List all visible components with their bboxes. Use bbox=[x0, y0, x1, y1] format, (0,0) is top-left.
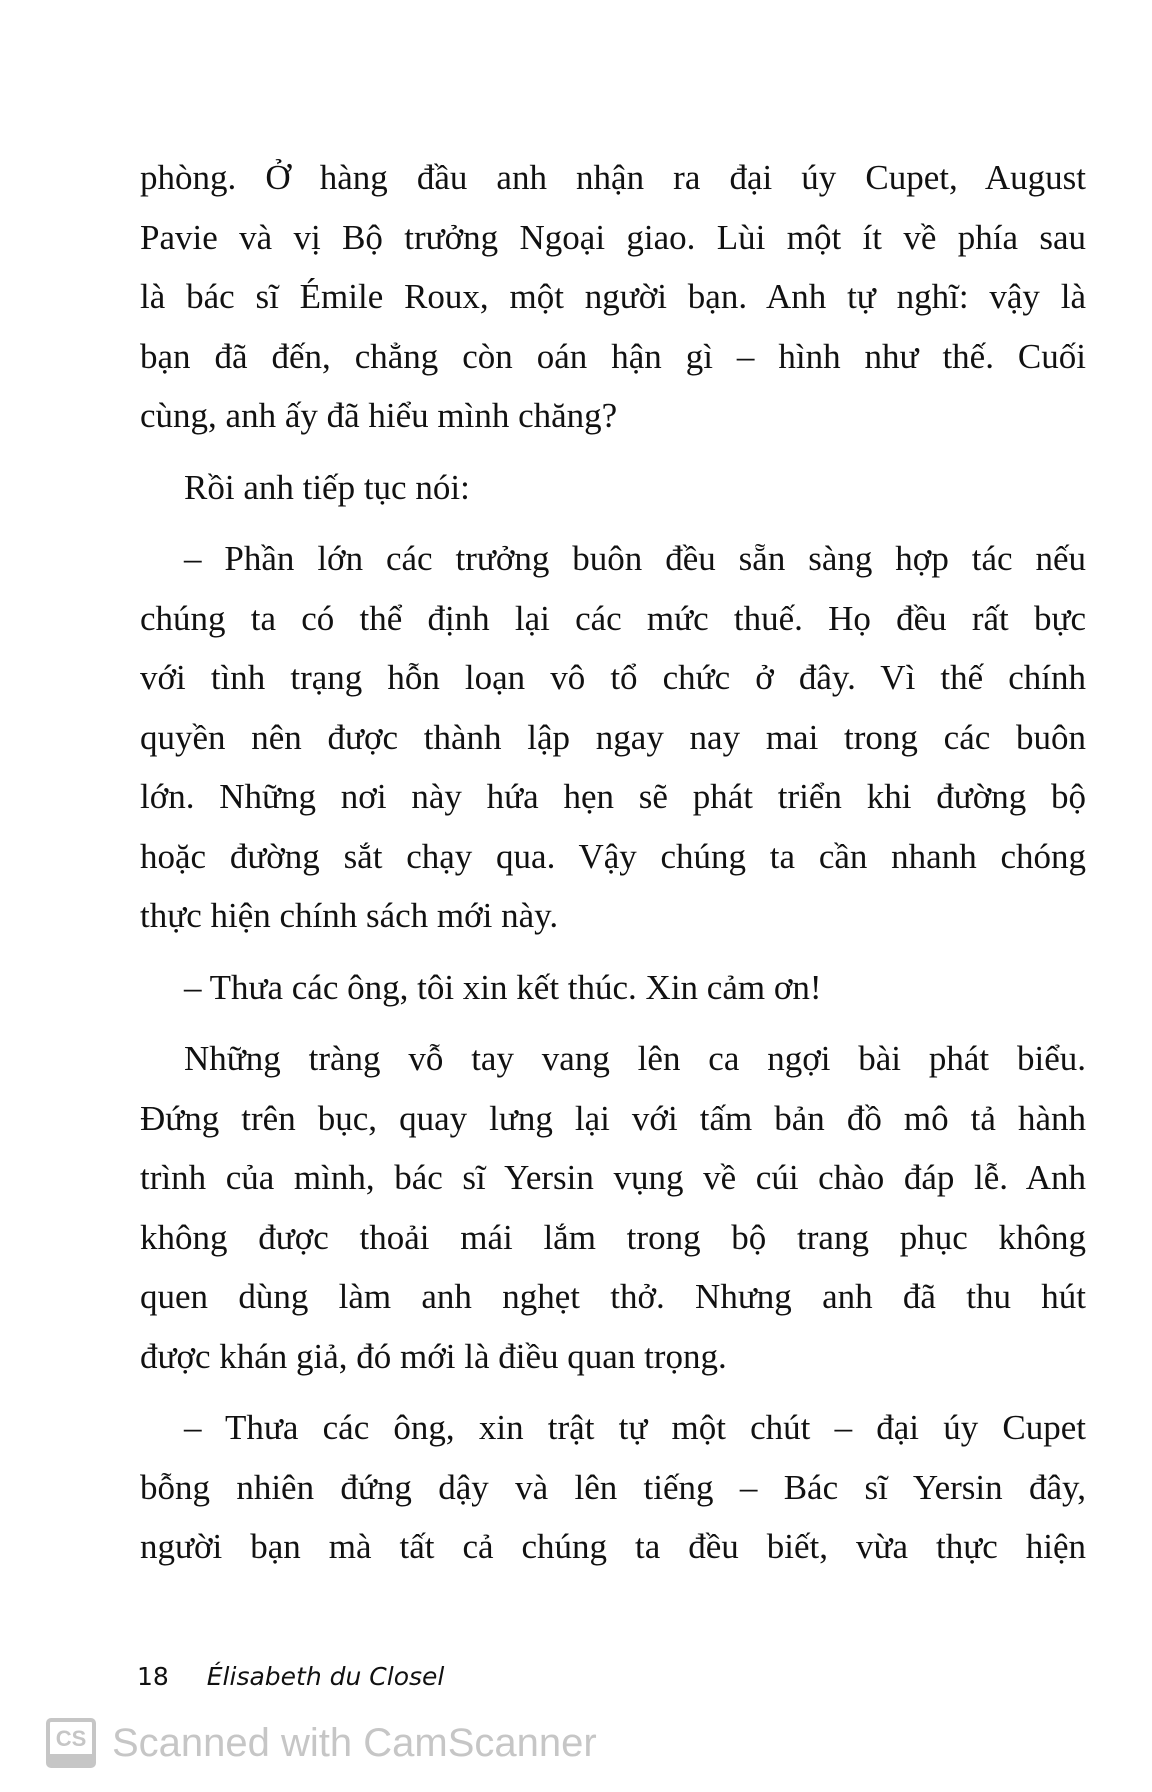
text-line: hoặc đường sắt chạy qua. Vậy chúng ta cần nhanh chóng bbox=[140, 836, 1086, 876]
text-line: quyền nên được thành lập ngay nay mai trong các buôn bbox=[140, 717, 1086, 757]
paragraph bbox=[140, 1029, 1086, 1386]
text-line: – Phần lớn các trưởng buôn đều sẵn sàng hợp tác nếu bbox=[184, 539, 1086, 578]
text-line: quen dùng làm anh nghẹt thở. Nhưng anh đã thu hút bbox=[140, 1277, 1086, 1316]
paragraph bbox=[140, 1398, 1086, 1577]
text-line: phòng. Ở hàng đầu anh nhận ra đại úy Cupet, August bbox=[140, 158, 1086, 197]
text-line: cùng, anh ấy đã hiểu mình chăng? bbox=[140, 396, 618, 435]
text-line: được khán giả, đó mới là điều quan trọng. bbox=[140, 1336, 727, 1376]
page-body bbox=[140, 148, 1086, 1589]
text-line: chúng ta có thể định lại các mức thuế. Họ đều rất bực bbox=[140, 598, 1086, 638]
text-line: trình của mình, bác sĩ Yersin vụng về cúi chào đáp lễ. Anh bbox=[140, 1158, 1086, 1197]
text-line: người bạn mà tất cả chúng ta đều biết, vừa thực hiện bbox=[140, 1527, 1086, 1566]
text-line: Rồi anh tiếp tục nói: bbox=[184, 467, 470, 507]
paragraph bbox=[140, 958, 1086, 1018]
text-line: Pavie và vị Bộ trưởng Ngoại giao. Lùi một ít về phía sau bbox=[140, 217, 1086, 257]
text-line: Những tràng vỗ tay vang lên ca ngợi bài phát biểu. bbox=[184, 1039, 1086, 1078]
text-line: Đứng trên bục, quay lưng lại với tấm bản đồ mô tả hành bbox=[140, 1098, 1086, 1138]
text-line: lớn. Những nơi này hứa hẹn sẽ phát triển khi đường bộ bbox=[140, 777, 1086, 816]
camscanner-watermark bbox=[46, 1718, 597, 1768]
text-line: với tình trạng hỗn loạn vô tổ chức ở đây. Vì thế chính bbox=[140, 658, 1086, 697]
paragraph bbox=[140, 458, 1086, 518]
paragraph bbox=[140, 148, 1086, 446]
text-line: không được thoải mái lắm trong bộ trang phục không bbox=[140, 1217, 1086, 1257]
text-line: thực hiện chính sách mới này. bbox=[140, 896, 559, 935]
page-footer bbox=[137, 1662, 444, 1691]
running-author: Élisabeth du Closel bbox=[206, 1662, 445, 1691]
text-line: bỗng nhiên đứng dậy và lên tiếng – Bác sĩ Yersin đây, bbox=[140, 1467, 1086, 1507]
watermark-text: Scanned with CamScanner bbox=[112, 1720, 597, 1765]
page-number: 18 bbox=[137, 1662, 169, 1691]
text-line: là bác sĩ Émile Roux, một người bạn. Anh tự nghĩ: vậy là bbox=[140, 277, 1086, 316]
camscanner-logo-icon: CS bbox=[46, 1718, 96, 1768]
paragraph bbox=[140, 529, 1086, 946]
text-line: bạn đã đến, chẳng còn oán hận gì – hình như thế. Cuối bbox=[140, 336, 1086, 376]
text-line: – Thưa các ông, xin trật tự một chút – đại úy Cupet bbox=[184, 1408, 1086, 1447]
text-line: – Thưa các ông, tôi xin kết thúc. Xin cảm ơn! bbox=[184, 967, 822, 1007]
